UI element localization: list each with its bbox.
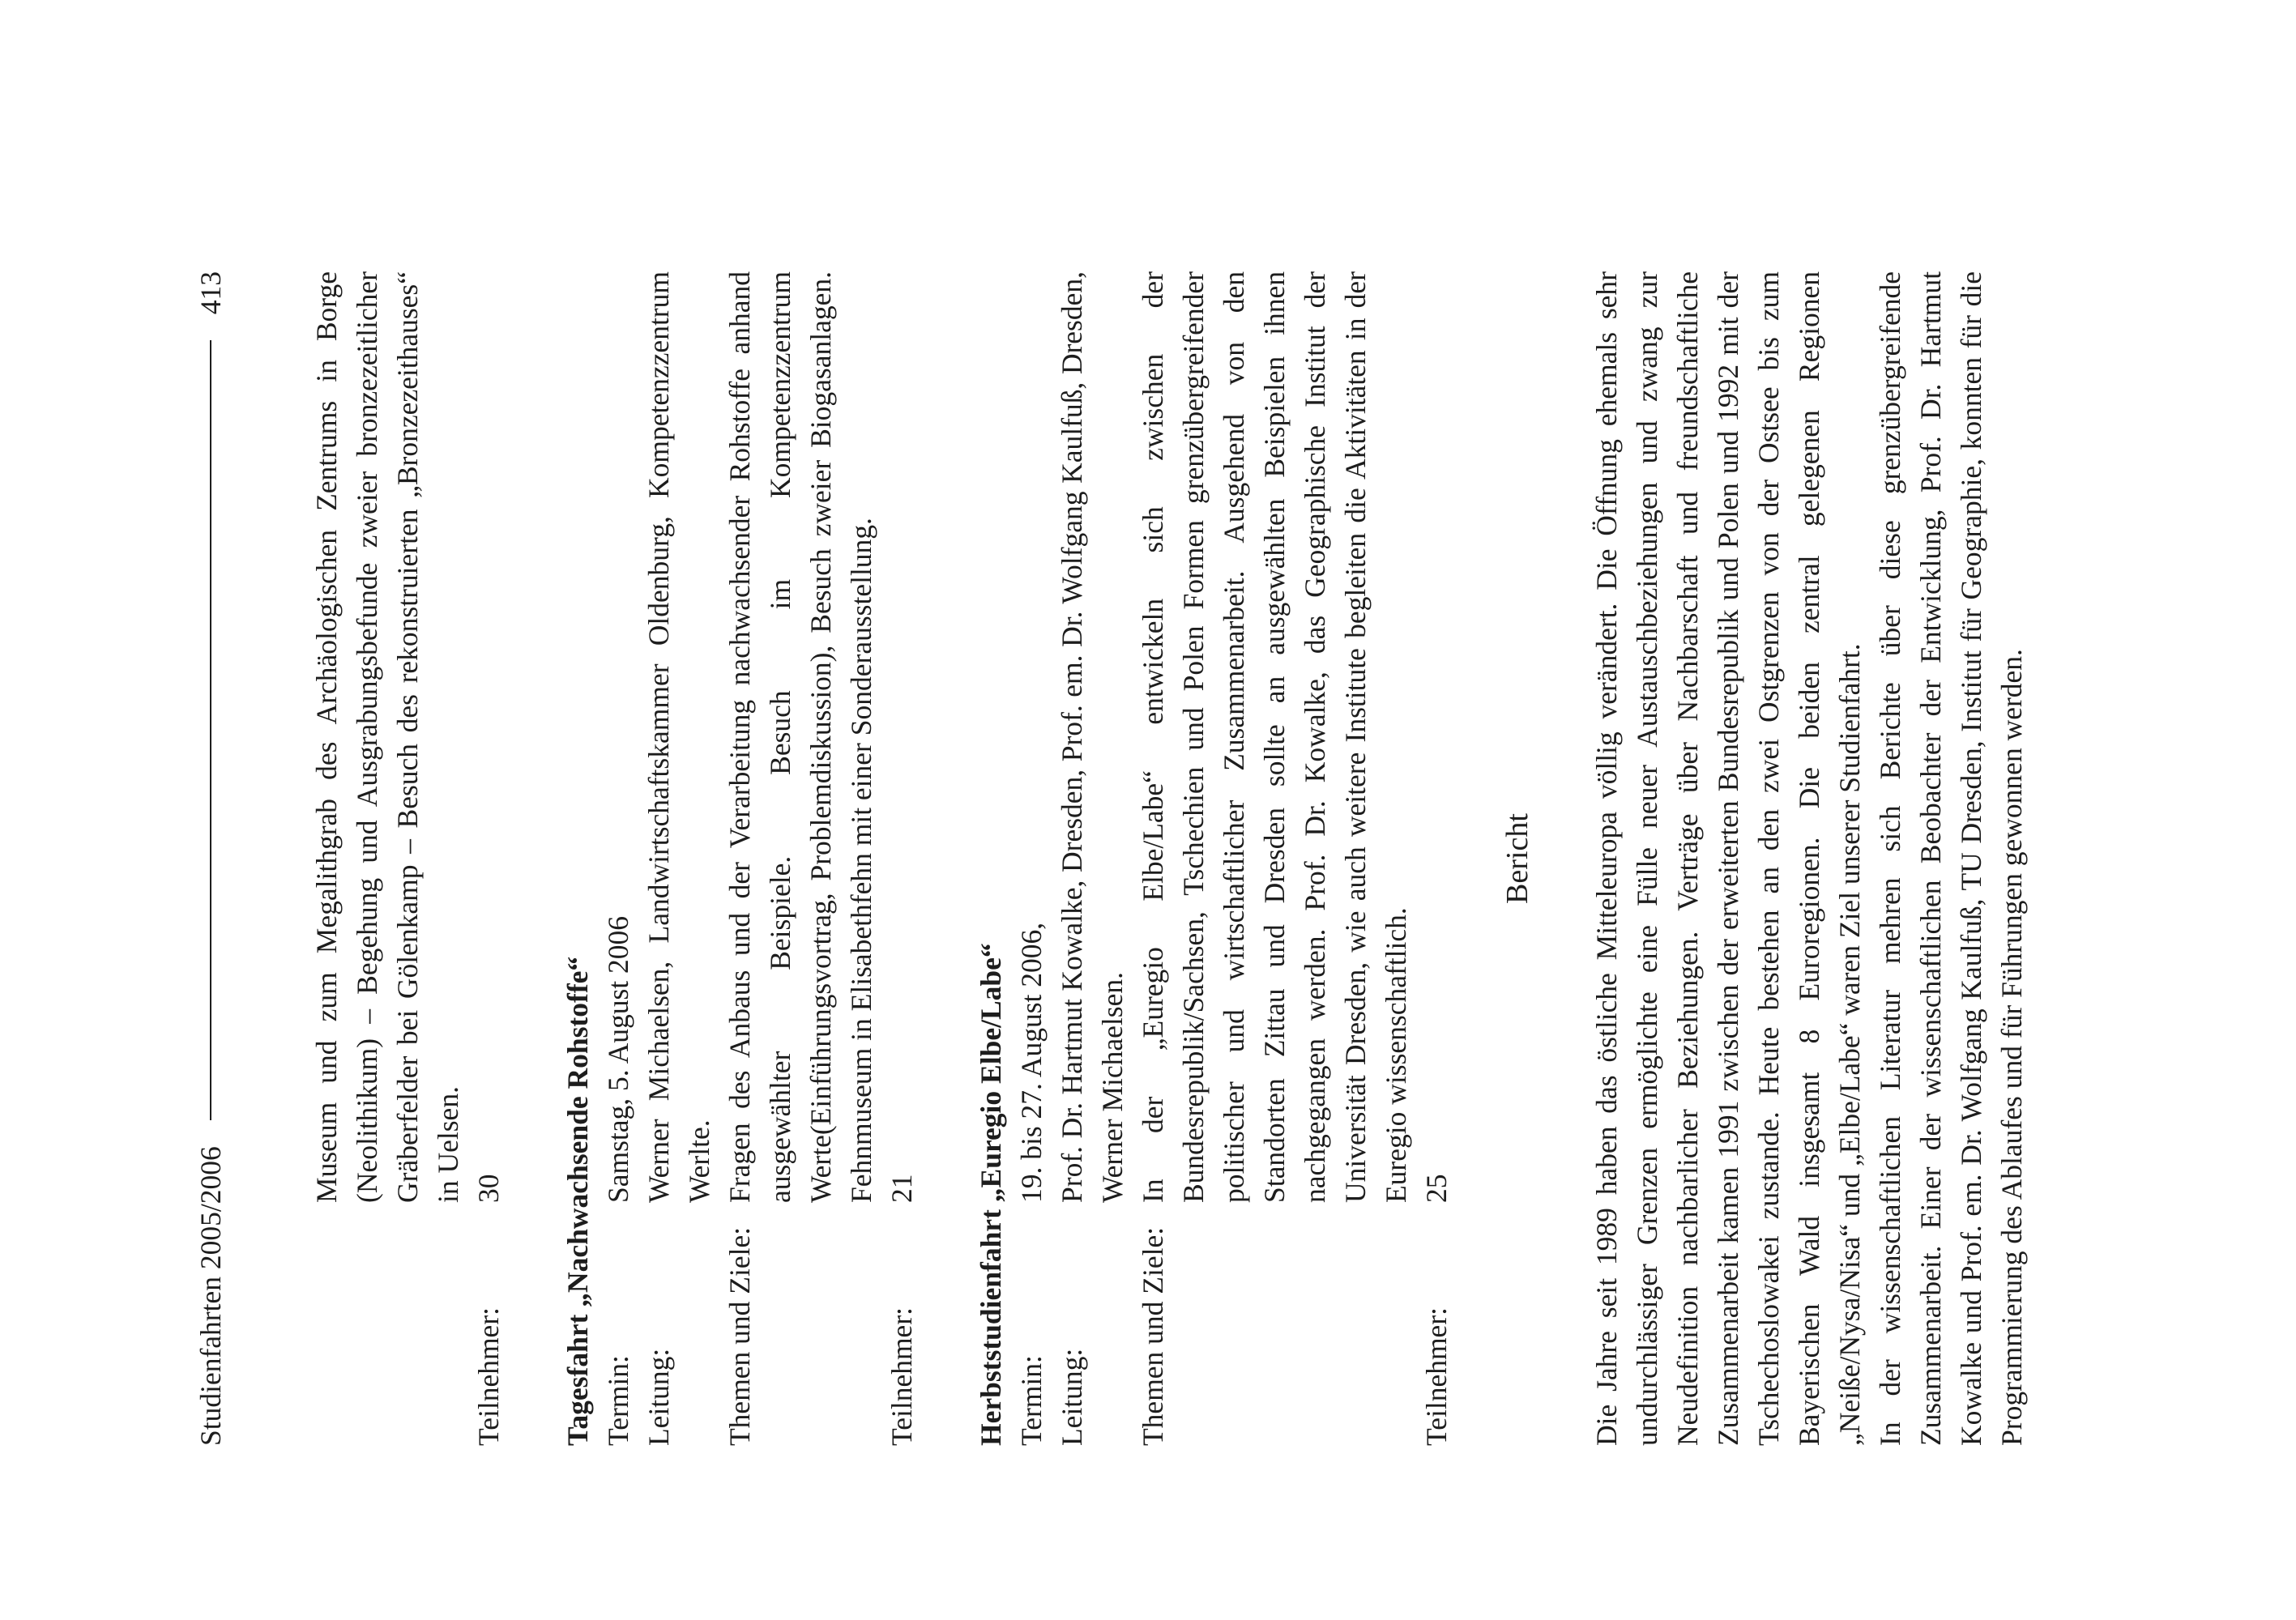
running-head-rule: [210, 340, 211, 1120]
leitung-label: Leitung:: [642, 1348, 675, 1446]
bericht-paragraph-1: Die Jahre seit 1989 haben das östliche Mitteleuropa völlig verändert. Die Öffnung ehemals sehr undurchlässiger Grenzen ermöglichte eine Fülle neuer Austauschbeziehungen und zwang zur Neudefinition nachbarlicher Beziehungen. Verträge über Nachbarschaft und freundschaftliche Zusammenarbeit kamen 1991 zwischen der erweiterten Bundesrepublik und Polen und 1992 mit der Tschechoslowakei zustande. Heute bestehen an den zwei Ostgrenzen von der Ostsee bis zum Bayerischen Wald insgesamt 8 Euroregionen. Die beiden zentral gelegenen Regionen „Neiße/Nysa/Nisa“ und „Elbe/Labe“ waren Ziel unserer Studienfahrt.: [1590, 271, 1866, 1446]
termin-value: 19. bis 27. August 2006,: [1015, 922, 1048, 1203]
herbst-termin-row: [1011, 271, 1052, 1446]
page-content: [186, 271, 2032, 1446]
leitung-value: Prof. Dr. Hartmut Kowalke, Dresden, Prof. em. Dr. Wolfgang Kaulfuß, Dresden, Werner Michaelsen.: [1056, 271, 1129, 1203]
participants-value: 25: [1420, 1174, 1453, 1203]
participants-value: 21: [886, 1174, 918, 1203]
tagesfahrt-termin-row: [598, 271, 638, 1446]
continuation-row: [306, 271, 468, 1446]
termin-value: Samstag, 5. August 2006: [602, 915, 634, 1203]
participants-label: Teilnehmer:: [472, 1307, 505, 1446]
themen-label: Themen und Ziele:: [723, 1226, 756, 1446]
page-number: 413: [194, 271, 227, 315]
participants-label: Teilnehmer:: [1420, 1307, 1453, 1446]
bericht-paragraph-2: In der wissenschaftlichen Literatur mehren sich Berichte über diese grenzübergreifende Zusammenarbeit. Einer der wissenschaftlichen Beobachter der Entwicklung, Prof. Dr. Hartmut Kowalke und Prof. em. Dr. Wolfgang Kaulfuß, TU Dresden, Institut für Geographie, konnten für die Programmierung des Ablaufes und für Führungen gewonnen werden.: [1874, 271, 2028, 1446]
tagesfahrt-participants-row: [881, 271, 922, 1446]
bericht-title: Bericht: [1500, 813, 1534, 904]
themen-value: Fragen des Anbaus und der Verarbeitung nachwachsender Rohstoffe anhand ausgewählter Beispiele. Besuch im Kompetenzzentrum Werte(Einführungsvortrag, Problemdiskussion), Besuch zweier Biogasanlagen. Fehnmuseum in Elisabethfehn mit einer Sonderausstellung.: [723, 271, 877, 1203]
participants-label: Teilnehmer:: [886, 1307, 918, 1446]
herbst-heading: Herbststudienfahrt „Euregio Elbe/Labe“: [975, 943, 1007, 1446]
participants-row-1: [468, 271, 509, 1446]
tagesfahrt-heading: Tagesfahrt „Nachwachsende Rohstoffe“: [561, 956, 594, 1446]
themen-value: In der „Euregio Elbe/Labe“ entwickeln sich zwischen der Bundesrepublik/Sachsen, Tschechien und Polen Formen grenzübergreifender politischer und wirtschaftlicher Zusammenarbeit. Ausgehend von den Standorten Zittau und Dresden sollte an ausgewählten Beispielen ihnen nachgegangen werden. Prof. Dr. Kowalke, das Geographische Institut der Universität Dresden, wie auch weitere Institute begleiten die Aktivitäten in der Euregio wissenschaftlich.: [1137, 271, 1412, 1203]
leitung-label: Leitung:: [1056, 1348, 1088, 1446]
spacer: [509, 271, 533, 1446]
continuation-text: Museum und zum Megalithgrab des Archäologischen Zentrums in Borge (Neolithikum) – Begehung und Ausgrabungsbefunde zweier bronzezeitlicher Gräberfelder bei Gölenkamp – Besuch des rekonstruierten „Bronzezeithauses“ in Uelsen.: [310, 271, 464, 1203]
themen-label: Themen und Ziele:: [1137, 1226, 1169, 1446]
running-head-title: Studienfahrten 2005/2006: [194, 1146, 227, 1446]
termin-label: Termin:: [602, 1355, 634, 1446]
running-head: [186, 271, 235, 1446]
participants-value: 30: [472, 1174, 505, 1203]
spacer: [922, 271, 946, 1446]
herbst-themen-row: [1133, 271, 1416, 1446]
herbst-leitung-row: [1052, 271, 1133, 1446]
herbst-participants-row: [1416, 271, 1457, 1446]
termin-label: Termin:: [1015, 1355, 1048, 1446]
tagesfahrt-leitung-row: [638, 271, 719, 1446]
tagesfahrt-themen-row: [719, 271, 881, 1446]
leitung-value: Werner Michaelsen, Landwirtschaftskammer Oldenburg, Kompetenzzentrum Werlte.: [642, 271, 715, 1203]
